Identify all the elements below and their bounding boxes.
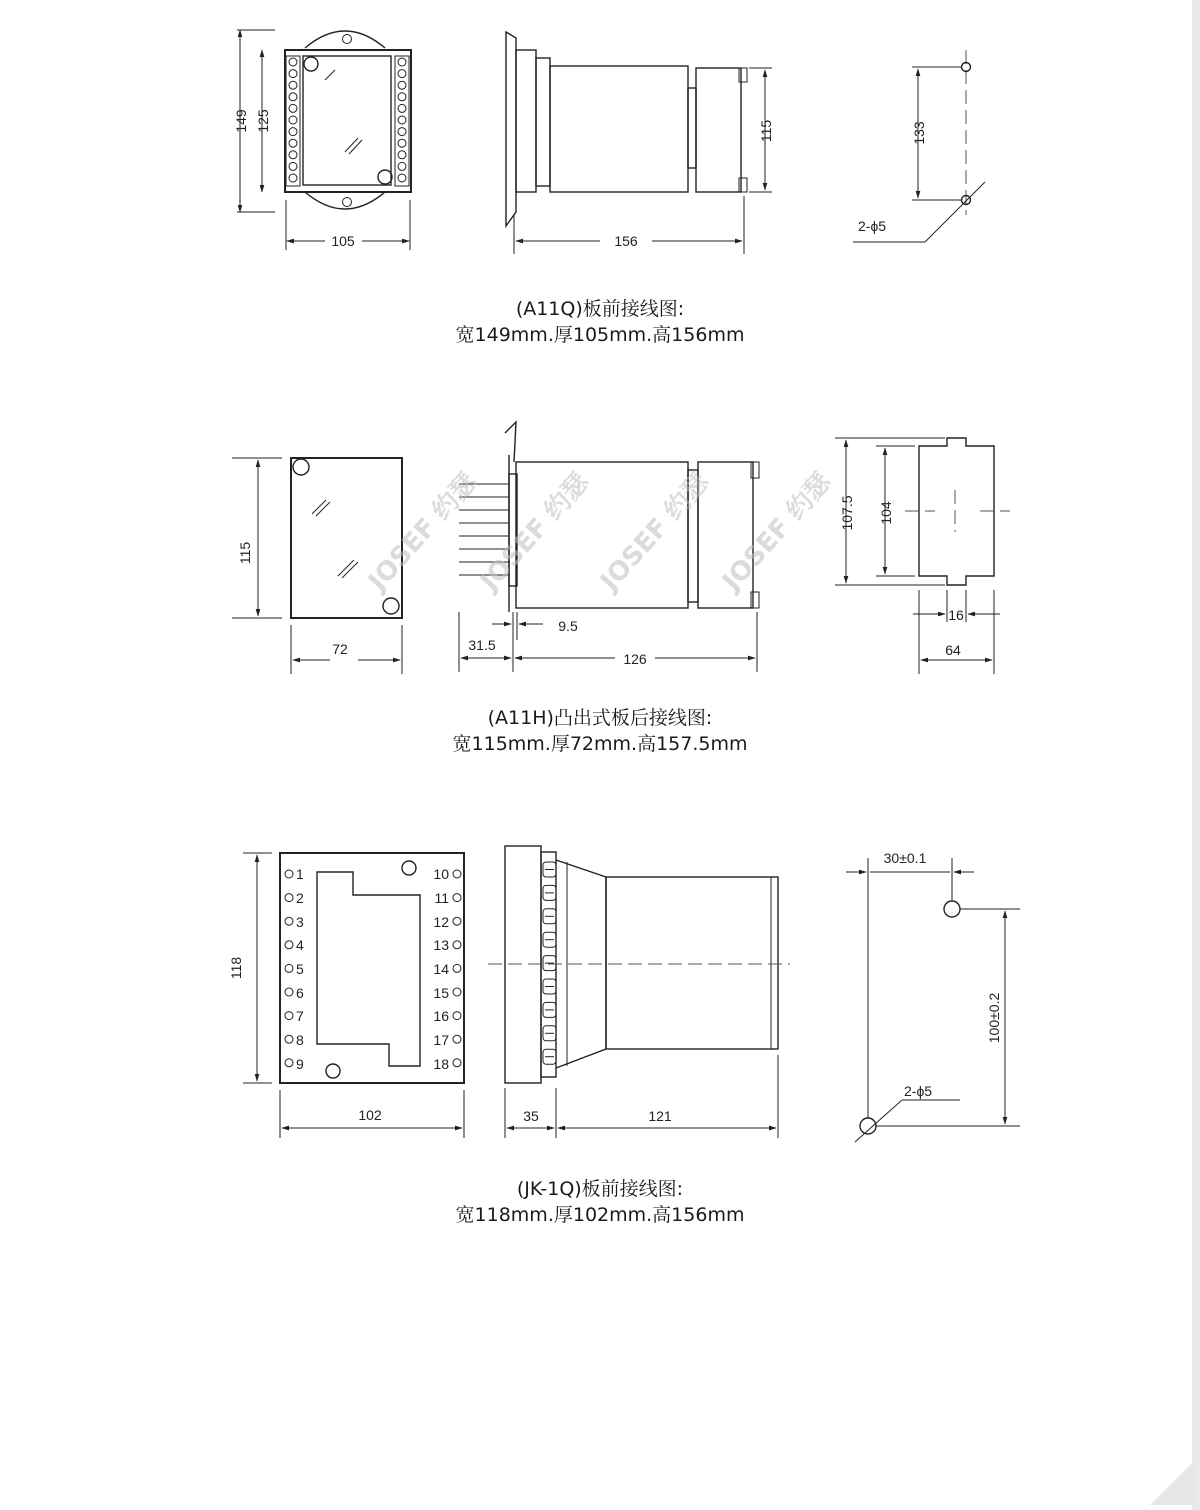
terminal-screw — [289, 81, 297, 89]
dim-a11h-slot: 16 — [948, 607, 964, 623]
dim-a11q-width: 105 — [331, 233, 355, 249]
pin-label: 13 — [433, 937, 449, 953]
dim-a11q-height-outer: 149 — [233, 109, 249, 133]
pin-label: 2 — [296, 890, 304, 906]
pin-label: 11 — [434, 890, 449, 906]
terminal-screw — [398, 81, 406, 89]
caption-dimensions: 宽115mm.厚72mm.高157.5mm — [452, 733, 748, 755]
dim-jk1q-front: 35 — [523, 1108, 539, 1124]
terminal-screw — [289, 104, 297, 112]
dim-jk1q-body: 121 — [648, 1108, 672, 1124]
caption-a11h — [0, 705, 1200, 757]
terminal-screw — [398, 128, 406, 136]
pin-label: 10 — [433, 866, 449, 882]
dim-a11q-side-height: 115 — [758, 119, 774, 143]
terminal-screw — [398, 70, 406, 78]
dim-a11h-cut-inner: 104 — [878, 501, 894, 525]
terminal-screw — [289, 151, 297, 159]
a11q-panel-cutout — [853, 50, 985, 242]
pin-hole — [285, 894, 293, 902]
pin-label: 3 — [296, 914, 304, 930]
terminal-screw — [398, 174, 406, 182]
terminal-screw — [289, 116, 297, 124]
dim-a11h-cut-outer: 107.5 — [839, 495, 855, 531]
dim-jk1q-hole-h: 30±0.1 — [883, 850, 927, 866]
pin-hole — [285, 870, 293, 878]
pin-hole — [453, 941, 461, 949]
dim-a11h-depth: 126 — [623, 651, 647, 667]
dim-a11h-offset: 31.5 — [468, 637, 496, 653]
jk1q-front-view — [243, 853, 464, 1138]
pin-label: 1 — [296, 866, 304, 882]
watermark: JOSEF 约瑟 — [474, 467, 596, 597]
caption-title: (A11Q)板前接线图: — [515, 298, 685, 320]
dim-a11q-depth: 156 — [614, 233, 638, 249]
watermark-group — [362, 467, 839, 599]
a11q-front-view — [237, 30, 411, 250]
pin-hole — [285, 1035, 293, 1043]
pin-hole — [453, 894, 461, 902]
terminal-screw — [289, 162, 297, 170]
terminal-screw — [289, 174, 297, 182]
pin-hole — [453, 1059, 461, 1067]
dim-a11h-width: 72 — [332, 641, 348, 657]
pin-label: 14 — [433, 961, 449, 977]
caption-a11q — [0, 296, 1200, 348]
pin-label: 5 — [296, 961, 304, 977]
pin-label: 16 — [433, 1008, 449, 1024]
pin-label: 15 — [433, 985, 449, 1001]
pin-label: 18 — [433, 1056, 449, 1072]
terminal-screw — [398, 116, 406, 124]
dim-a11q-hole-spacing: 133 — [911, 121, 927, 145]
pin-label: 9 — [296, 1056, 304, 1072]
pin-hole — [285, 988, 293, 996]
pin-hole — [285, 1059, 293, 1067]
pin-hole — [453, 964, 461, 972]
jk1q-side-view — [488, 846, 790, 1138]
dim-a11h-gap: 9.5 — [558, 618, 578, 634]
pin-label: 7 — [296, 1008, 304, 1024]
terminal-screw — [398, 162, 406, 170]
caption-jk1q — [0, 1176, 1200, 1228]
a11q-side-view — [506, 32, 772, 254]
watermark: JOSEF 约瑟 — [594, 467, 716, 597]
pin-hole — [453, 1012, 461, 1020]
pin-hole — [285, 917, 293, 925]
dim-jk1q-width: 102 — [358, 1107, 382, 1123]
pin-hole — [453, 870, 461, 878]
dim-jk1q-hole-spec: 2-ϕ5 — [904, 1083, 933, 1099]
terminal-screw — [398, 139, 406, 147]
pin-label: 17 — [433, 1032, 449, 1048]
dim-a11q-height-inner: 125 — [255, 109, 271, 133]
terminal-screw — [398, 104, 406, 112]
watermark: JOSEF 约瑟 — [362, 467, 484, 597]
pin-hole — [285, 1012, 293, 1020]
pin-label: 12 — [433, 914, 449, 930]
terminal-screw — [398, 151, 406, 159]
caption-title: (JK-1Q)板前接线图: — [516, 1178, 684, 1200]
terminal-screw — [289, 70, 297, 78]
jk1q-pin-labels — [296, 866, 449, 1072]
dim-jk1q-hole-v: 100±0.2 — [986, 992, 1002, 1044]
pin-hole — [285, 964, 293, 972]
caption-title: (A11H)凸出式板后接线图: — [487, 707, 713, 729]
terminal-screw — [398, 93, 406, 101]
terminal-screw — [289, 58, 297, 66]
watermark: JOSEF 约瑟 — [716, 467, 838, 597]
a11h-panel-cutout — [835, 438, 1010, 674]
terminal-screw — [289, 93, 297, 101]
pin-hole — [453, 917, 461, 925]
pin-label: 6 — [296, 985, 304, 1001]
caption-dimensions: 宽118mm.厚102mm.高156mm — [455, 1204, 745, 1226]
pin-hole — [285, 941, 293, 949]
terminal-screw — [398, 58, 406, 66]
pin-label: 4 — [296, 937, 304, 953]
pin-hole — [453, 1035, 461, 1043]
dim-a11h-cut-width: 64 — [945, 642, 961, 658]
dim-jk1q-height: 118 — [228, 956, 244, 980]
dim-a11q-hole-spec: 2-ϕ5 — [858, 218, 887, 234]
dim-a11h-height: 115 — [237, 541, 253, 565]
caption-dimensions: 宽149mm.厚105mm.高156mm — [455, 324, 745, 346]
terminal-screw — [289, 139, 297, 147]
pin-hole — [453, 988, 461, 996]
terminal-screw — [289, 128, 297, 136]
pin-label: 8 — [296, 1032, 304, 1048]
